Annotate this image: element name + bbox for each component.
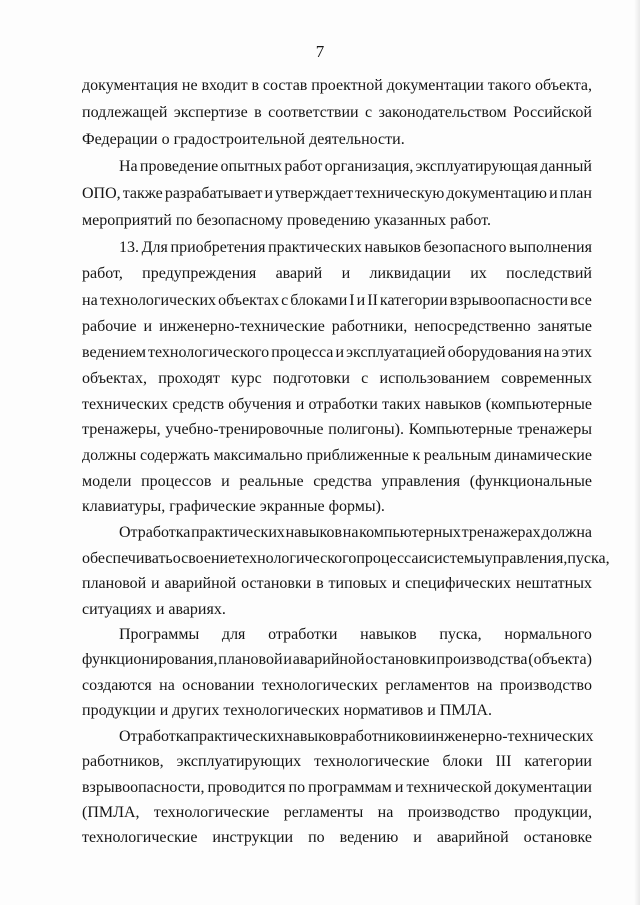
word: работники, — [331, 318, 408, 335]
word: занятые — [537, 318, 592, 335]
word: и — [413, 829, 422, 846]
text-line — [119, 523, 592, 543]
word: практических — [190, 728, 285, 745]
word: аварийной — [292, 651, 365, 668]
text-line — [82, 343, 592, 363]
text-line — [119, 727, 592, 747]
word: управления, — [484, 550, 568, 567]
word: динамические — [494, 447, 592, 464]
word: техническую — [355, 185, 445, 202]
word: технологические — [153, 804, 270, 821]
word: также — [122, 185, 163, 202]
word: средства — [313, 473, 372, 490]
word: Отработка — [119, 728, 191, 745]
word: безопасного — [423, 239, 507, 256]
word: процесса — [271, 344, 334, 361]
word: управления — [381, 473, 461, 490]
word: пуска, — [439, 626, 482, 643]
word: не — [181, 77, 198, 94]
word: отработки — [308, 396, 378, 413]
text-line: продукции и других технологических нормативов и ПМЛА. — [82, 702, 492, 719]
word: II — [367, 292, 378, 309]
word: и — [356, 292, 366, 309]
word: процесса — [356, 550, 419, 567]
word: по — [308, 829, 325, 846]
text-line — [119, 625, 592, 645]
word: остановки — [365, 651, 436, 668]
word: этих — [561, 344, 592, 361]
word: такого — [487, 77, 532, 94]
word: объекта, — [535, 77, 592, 94]
page-edge-shadow — [634, 0, 640, 905]
word: (компьютерные — [485, 396, 592, 413]
word: курс — [231, 370, 262, 387]
word: проходят — [158, 370, 220, 387]
word: утверждает — [275, 185, 354, 202]
word: подлежащей — [82, 104, 168, 121]
word: учебно-тренировочные — [165, 421, 324, 438]
text-line — [82, 676, 592, 696]
word: законодательством — [378, 104, 507, 121]
word: обеспечивать — [82, 550, 173, 567]
word: аварий — [275, 265, 323, 282]
word: последствий — [506, 265, 592, 282]
word: 13. — [119, 239, 139, 256]
text-line — [82, 103, 592, 123]
word: на — [82, 292, 98, 309]
word: и — [341, 265, 351, 282]
text-line — [82, 574, 592, 594]
word: приобретения — [170, 239, 266, 256]
word: эксплуатирующих — [176, 753, 302, 770]
word: аварийной — [436, 829, 509, 846]
word: и — [549, 185, 558, 202]
word: аварийной — [164, 575, 237, 592]
text-line — [82, 778, 592, 798]
word: производство — [499, 677, 592, 694]
word: инженерно-технических — [426, 728, 594, 745]
text-line — [119, 157, 592, 177]
word: с — [365, 104, 373, 121]
text-line — [82, 264, 592, 284]
word: блоками — [290, 292, 348, 309]
word: соответствии — [268, 104, 359, 121]
word: плановой — [82, 575, 147, 592]
text-line — [82, 828, 592, 848]
word: использованием — [379, 370, 490, 387]
word: инженерно-технические — [159, 318, 325, 335]
word: непосредственно — [414, 318, 531, 335]
word: компьютерных — [359, 524, 461, 541]
word: приближенные — [306, 447, 409, 464]
word: опытных — [220, 158, 283, 175]
word: и — [295, 396, 305, 413]
word: проектной — [311, 77, 383, 94]
text-line: клавиатуры, графические экранные формы). — [82, 498, 385, 515]
word: На — [119, 158, 138, 175]
word: (ПМЛА, — [82, 804, 140, 821]
text-line — [82, 472, 592, 492]
word: тренажеры — [517, 421, 592, 438]
word: документации — [386, 77, 484, 94]
word: и — [264, 185, 274, 202]
word: с — [281, 292, 289, 309]
word: и — [391, 575, 401, 592]
word: реальные — [239, 473, 304, 490]
word: на — [543, 344, 560, 361]
word: работ — [284, 158, 323, 175]
word: взрывоопасности, — [82, 779, 205, 796]
word: документацию — [446, 185, 548, 202]
word: рабочие — [82, 318, 137, 335]
word: их — [470, 265, 487, 282]
text-line — [82, 420, 592, 440]
word: ОПО, — [82, 185, 121, 202]
text-line: Федерации о градостроительной деятельности. — [82, 131, 405, 148]
word: проводится — [207, 779, 286, 796]
text-line: мероприятий по безопасному проведению указанных работ. — [82, 212, 491, 229]
text-line — [82, 803, 592, 823]
word: навыков — [364, 239, 421, 256]
word: освоение — [172, 550, 236, 567]
word: технологические — [82, 829, 198, 846]
word: разрабатывает — [164, 185, 263, 202]
word: предупреждения — [142, 265, 257, 282]
word: пуска, — [567, 550, 610, 567]
word: производство — [407, 804, 500, 821]
word: Российской — [513, 104, 592, 121]
word: категории — [524, 753, 592, 770]
word: и — [143, 318, 153, 335]
word: экспертизе — [173, 104, 248, 121]
word: практических — [268, 239, 362, 256]
word: основании — [182, 677, 255, 694]
word: в — [251, 77, 260, 94]
word: документации — [494, 779, 592, 796]
word: и — [418, 728, 427, 745]
word: оборудования — [447, 344, 542, 361]
word: Программы — [119, 626, 200, 643]
word: эксплуатацией — [346, 344, 446, 361]
word: категории — [379, 292, 448, 309]
word: навыков — [424, 396, 482, 413]
word: работ, — [82, 265, 123, 282]
word: программам — [308, 779, 392, 796]
word: нормального — [504, 626, 592, 643]
word: работников — [340, 728, 419, 745]
word: технологических — [261, 677, 379, 694]
word: I — [349, 292, 355, 309]
word: работников, — [82, 753, 164, 770]
word: все — [570, 292, 592, 309]
text-line — [82, 395, 592, 415]
word: на — [342, 524, 359, 541]
word: полигоны). — [328, 421, 404, 438]
word: ликвидации — [369, 265, 451, 282]
text-line — [82, 752, 592, 772]
word: с — [361, 370, 369, 387]
word: подготовки — [273, 370, 350, 387]
word: и — [418, 550, 428, 567]
word: нештатных — [515, 575, 592, 592]
word: реальным — [423, 447, 492, 464]
word: ведению — [339, 829, 399, 846]
word: обучения — [228, 396, 292, 413]
text-line — [82, 549, 610, 569]
word: плановой — [218, 651, 283, 668]
word: и — [283, 651, 292, 668]
word: III — [495, 753, 512, 770]
word: системы — [427, 550, 485, 567]
word: регламенты — [283, 804, 364, 821]
word: эксплуатирующая — [415, 158, 539, 175]
word: и — [221, 473, 230, 490]
word: организация, — [324, 158, 414, 175]
word: средств — [172, 396, 225, 413]
word: технологического — [148, 344, 270, 361]
word: для — [221, 626, 246, 643]
word: максимально — [213, 447, 303, 464]
word: и — [335, 344, 345, 361]
word: Компьютерные — [408, 421, 513, 438]
word: объектах, — [82, 370, 147, 387]
word: Для — [141, 239, 168, 256]
word: отработки — [268, 626, 338, 643]
word: объектах — [218, 292, 280, 309]
word: должна — [541, 524, 592, 541]
word: и — [394, 779, 404, 796]
text-line — [82, 291, 592, 311]
word: проведение — [139, 158, 219, 175]
word: тренажеры, — [82, 421, 161, 438]
word: остановки — [241, 575, 312, 592]
word: типовых — [328, 575, 387, 592]
word: содержать — [139, 447, 210, 464]
word: современных — [501, 370, 592, 387]
word: регламентов — [385, 677, 470, 694]
word: план — [559, 185, 592, 202]
word: на — [377, 804, 394, 821]
word: ведением — [82, 344, 146, 361]
word: технологические — [314, 753, 430, 770]
word: модели — [82, 473, 132, 490]
word: остановке — [523, 829, 592, 846]
word: на — [476, 677, 493, 694]
text-line — [82, 446, 592, 466]
word: создаются — [82, 677, 152, 694]
word: должны — [82, 447, 137, 464]
text-line — [82, 369, 592, 389]
word: взрывоопасности — [449, 292, 569, 309]
word: инструкции — [212, 829, 294, 846]
word: производства — [436, 651, 528, 668]
word: технологического — [235, 550, 357, 567]
word: в — [254, 104, 262, 121]
word: блоки — [442, 753, 483, 770]
text-line — [82, 184, 592, 204]
word: специфических — [405, 575, 511, 592]
word: Отработка — [119, 524, 191, 541]
text-line — [82, 76, 592, 96]
word: входит — [201, 77, 248, 94]
word: функционирования, — [82, 651, 218, 668]
word: процессов — [141, 473, 212, 490]
word: навыков — [284, 728, 341, 745]
word: технической — [406, 779, 492, 796]
word: состав — [262, 77, 308, 94]
word: навыков — [360, 626, 417, 643]
word: технологических — [99, 292, 217, 309]
word: документация — [82, 77, 179, 94]
word: тренажерах — [461, 524, 541, 541]
page-number: 7 — [315, 42, 325, 61]
word: (объекта) — [528, 651, 592, 668]
word: по — [288, 779, 306, 796]
word: практических — [191, 524, 285, 541]
word: технических — [82, 396, 168, 413]
text-line: ситуациях и авариях. — [82, 601, 226, 618]
word: навыков — [285, 524, 343, 541]
word: таких — [382, 396, 421, 413]
word: (функциональные — [469, 473, 592, 490]
word: в — [316, 575, 324, 592]
text-line — [82, 317, 592, 337]
text-line — [119, 238, 592, 258]
word: данный — [540, 158, 592, 175]
word: продукции, — [514, 804, 592, 821]
word: на — [159, 677, 175, 694]
word: выполнения — [509, 239, 592, 256]
text-line — [82, 650, 592, 670]
word: к — [412, 447, 421, 464]
word: и — [151, 575, 160, 592]
